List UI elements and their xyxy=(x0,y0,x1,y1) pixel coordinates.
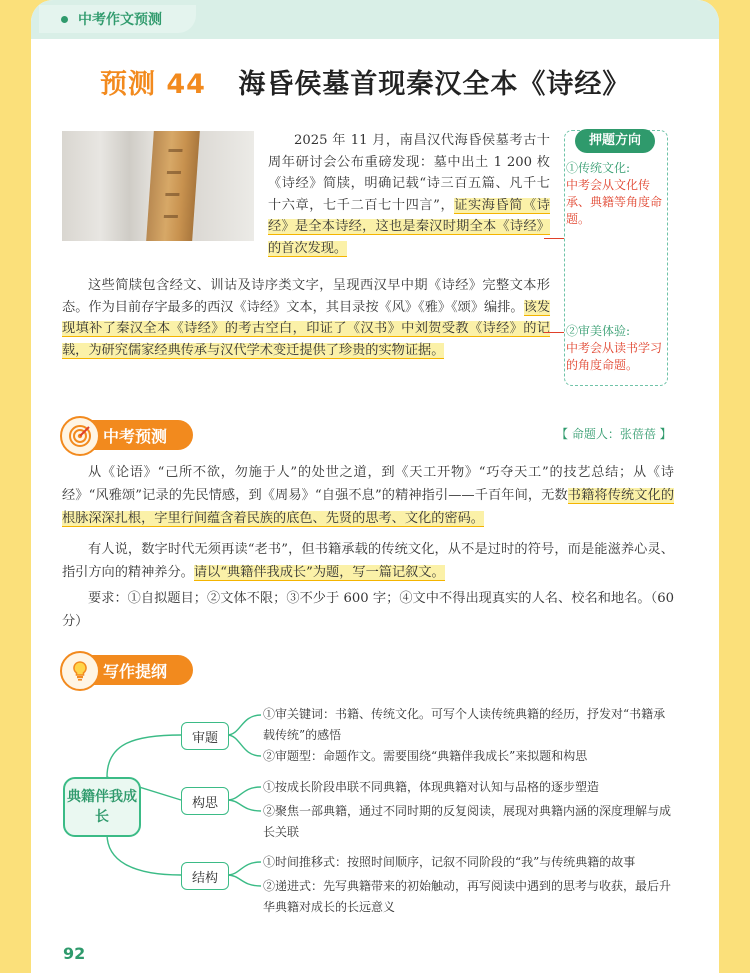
outline-leaf: ②聚焦一部典籍，通过不同时期的反复阅读，展现对典籍内涵的深度理解与成长关联 xyxy=(263,804,672,839)
target-icon xyxy=(60,416,100,456)
prediction-number: 预测 44 xyxy=(100,69,206,100)
prompt-highlight-1: 书籍将传统文化的根脉深深扎根，字里行间蕴含着民族的底色、先贤的思考、文化的密码。 xyxy=(62,488,675,526)
prompt-requirements: 要求：①自拟题目；②文体不限；③不少于 600 字；④文中不得出现真实的人名、校名和地名。（60 分） xyxy=(62,591,674,629)
prompt-paragraph-2: 有人说，数字时代无须再读“老书”，但书籍承载的传统文化，从不是过时的符号，而是能滋养心灵、指引方向的精神养分。请以“典籍伴我成长”为题，写一篇记叙文。 xyxy=(62,542,674,580)
section-header xyxy=(39,5,196,33)
exam-direction-heading: 押题方向 xyxy=(575,129,655,153)
outline-section-label: 写作提纲 xyxy=(103,661,168,681)
note-connector-2 xyxy=(544,332,564,333)
page-sheet xyxy=(31,0,719,973)
branch-shenti: 审题 xyxy=(181,722,229,750)
exam-direction-note-2: ②审美体验: 中考会从读书学习的角度命题。 xyxy=(566,324,663,372)
note-connector-1 xyxy=(544,238,564,239)
prompt-highlight-2: 请以“典籍伴我成长”为题，写一篇记叙文。 xyxy=(193,565,445,580)
headline: 海昏侯墓首现秦汉全本《诗经》 xyxy=(238,69,631,100)
outline-leaf: ①时间推移式：按照时间顺序，记叙不同阶段的“我”与传统典籍的故事 xyxy=(263,855,636,869)
section-header-label: 中考作文预测 xyxy=(78,12,162,28)
page-number: 92 xyxy=(63,944,86,963)
prompt-paragraph-1: 从《论语》“己所不欲，勿施于人”的处世之道，到《天工开物》“巧夺天工”的技艺总结；从《诗经》“风雅颂”记录的先民情感，到《周易》“自强不息”的精神指引——千百年间，无数书籍将传统文化的根脉深深扎根，字里行间蕴含着民族的底色、先贤的思考、文化的密码。 xyxy=(62,465,675,526)
outline-leaf: ②递进式：先写典籍带来的初始触动，再写阅读中遇到的思考与收获，最后升华典籍对成长的长远意义 xyxy=(263,879,672,914)
news-highlight-2: 该发现填补了秦汉全本《诗经》的考古空白，印证了《汉书》中刘贺受教《诗经》的记载，为研究儒家经典传承与汉代学术变迁提供了珍贵的实物证据。 xyxy=(62,299,551,358)
branch-gousi: 构思 xyxy=(181,787,229,815)
exam-direction-note-1: ①传统文化: 中考会从文化传承、典籍等角度命题。 xyxy=(566,161,663,226)
prediction-section-label: 中考预测 xyxy=(103,426,168,446)
news-paragraph-2: 这些简牍包含经文、训诂及诗序类文字，呈现西汉早中期《诗经》完整文本形态。作为目前存字最多的西汉《诗经》文本，其目录按《风》《雅》《颂》编排。该发现填补了秦汉全本《诗经》的考古空白，印证了《汉书》中刘贺受教《诗经》的记载，为研究儒家经典传承与汉代学术变迁提供了珍贵的实物证据。 xyxy=(62,278,551,358)
outline-leaf: ②审题型：命题作文。需要围绕“典籍伴我成长”来拟题和构思 xyxy=(263,749,588,763)
outline-root: 典籍伴我成长 xyxy=(63,777,141,837)
lightbulb-icon xyxy=(60,651,100,691)
news-paragraph-1: 2025 年 11 月，南昌汉代海昏侯墓考古十周年研讨会公布重磅发现：墓中出土 1 200 枚《诗经》简牍，明确记载“诗三百五篇、凡千七十六章，七千二百七十四言”，证实海昏简《诗经》是全本诗经，这也是秦汉时期全本《诗经》的首次发现。 xyxy=(268,133,550,256)
bullet-icon xyxy=(61,16,68,23)
outline-leaf: ①审关键词：书籍、传统文化。可写个人读传统典籍的经历，抒发对“书籍承载传统”的感悟 xyxy=(263,707,666,742)
question-author: 【 命题人：张蓓蓓 】 xyxy=(556,427,672,441)
branch-jiegou: 结构 xyxy=(181,862,229,890)
outline-leaf: ①按成长阶段串联不同典籍，体现典籍对认知与品格的逐步塑造 xyxy=(263,780,600,794)
news-highlight-1: 证实海昏简《诗经》是全本诗经，这也是秦汉时期全本《诗经》的首次发现。 xyxy=(268,197,550,256)
page-title xyxy=(100,62,630,101)
